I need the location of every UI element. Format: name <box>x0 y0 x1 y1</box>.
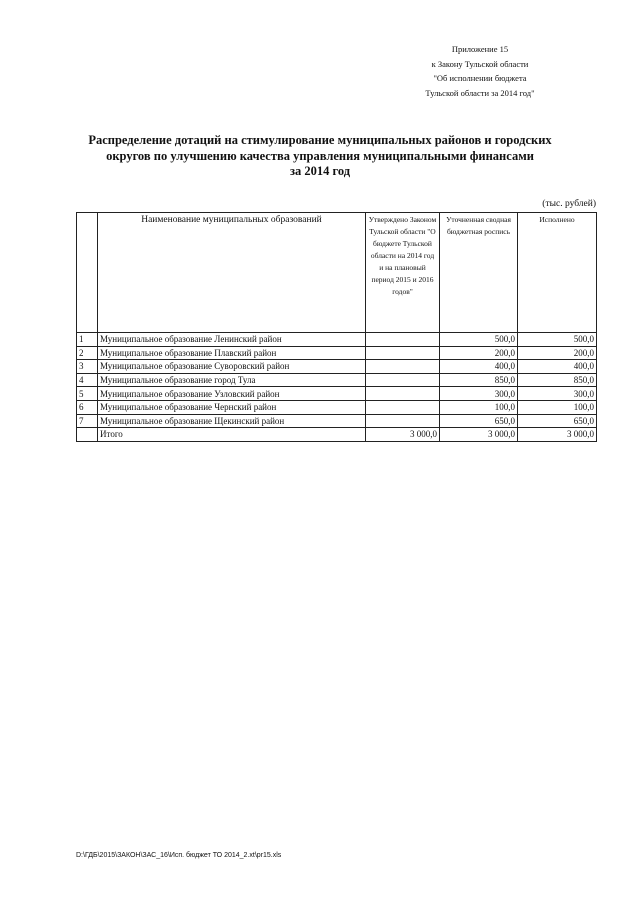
row-index: 3 <box>77 360 98 374</box>
total-index <box>77 428 98 442</box>
row-approved <box>366 333 440 347</box>
row-index: 2 <box>77 346 98 360</box>
row-name: Муниципальное образование Суворовский район <box>98 360 366 374</box>
header-revised: Уточненная сводная бюджетная роспись <box>440 213 518 333</box>
row-name: Муниципальное образование Щекинский район <box>98 414 366 428</box>
total-executed: 3 000,0 <box>518 428 597 442</box>
table-row <box>77 333 597 347</box>
row-executed: 850,0 <box>518 373 597 387</box>
appendix-line: "Об исполнении бюджета <box>433 73 527 83</box>
appendix-line: Приложение 15 <box>451 44 509 54</box>
table-row <box>77 414 597 428</box>
total-approved: 3 000,0 <box>366 428 440 442</box>
header-name: Наименование муниципальных образований <box>98 213 366 333</box>
table-row <box>77 346 597 360</box>
row-executed: 400,0 <box>518 360 597 374</box>
row-approved <box>366 373 440 387</box>
total-name: Итого <box>98 428 366 442</box>
row-executed: 200,0 <box>518 346 597 360</box>
row-approved <box>366 414 440 428</box>
row-index: 7 <box>77 414 98 428</box>
title-line: округов по улучшению качества управления муниципальными финансами <box>106 148 534 163</box>
row-index: 4 <box>77 373 98 387</box>
table-row <box>77 360 597 374</box>
header-index-cell <box>77 213 98 333</box>
table-total-row <box>77 428 597 442</box>
row-revised: 300,0 <box>440 387 518 401</box>
row-index: 5 <box>77 387 98 401</box>
row-executed: 500,0 <box>518 333 597 347</box>
title-line: Распределение дотаций на стимулирование муниципальных районов и городских <box>88 133 552 147</box>
row-executed: 650,0 <box>518 414 597 428</box>
row-name: Муниципальное образование Чернский район <box>98 400 366 414</box>
table-row <box>77 373 597 387</box>
row-name: Муниципальное образование Узловский район <box>98 387 366 401</box>
title-line: за 2014 год <box>289 164 351 178</box>
units-label: (тыс. рублей) <box>542 199 596 209</box>
appendix-line: к Закону Тульской области <box>431 58 529 69</box>
row-revised: 850,0 <box>440 373 518 387</box>
document-title <box>60 133 580 180</box>
row-approved <box>366 360 440 374</box>
row-revised: 500,0 <box>440 333 518 347</box>
header-executed: Исполнено <box>518 213 597 333</box>
row-index: 6 <box>77 400 98 414</box>
header-approved: Утверждено Законом Тульской области "О бюджете Тульской области на 2014 год и на плановый период 2015 и 2016 годов" <box>366 213 440 333</box>
row-approved <box>366 346 440 360</box>
row-name: Муниципальное образование Плавский район <box>98 346 366 360</box>
row-revised: 100,0 <box>440 400 518 414</box>
row-name: Муниципальное образование Ленинский район <box>98 333 366 347</box>
row-approved <box>366 387 440 401</box>
row-executed: 300,0 <box>518 387 597 401</box>
row-approved <box>366 400 440 414</box>
appendix-line: Тульской области за 2014 год" <box>425 87 535 98</box>
row-index: 1 <box>77 333 98 347</box>
total-revised: 3 000,0 <box>440 428 518 442</box>
row-revised: 400,0 <box>440 360 518 374</box>
table-row <box>77 387 597 401</box>
appendix-block <box>405 42 555 100</box>
dotation-table <box>76 212 597 442</box>
row-name: Муниципальное образование город Тула <box>98 373 366 387</box>
table-header-row <box>77 213 597 333</box>
row-revised: 200,0 <box>440 346 518 360</box>
row-revised: 650,0 <box>440 414 518 428</box>
row-executed: 100,0 <box>518 400 597 414</box>
table-row <box>77 400 597 414</box>
file-path-footer: D:\ГДБ\2015\ЗАКОН\ЗАС_16\Исп. бюджет ТО 2014_2.xt\pr15.xls <box>76 852 282 859</box>
